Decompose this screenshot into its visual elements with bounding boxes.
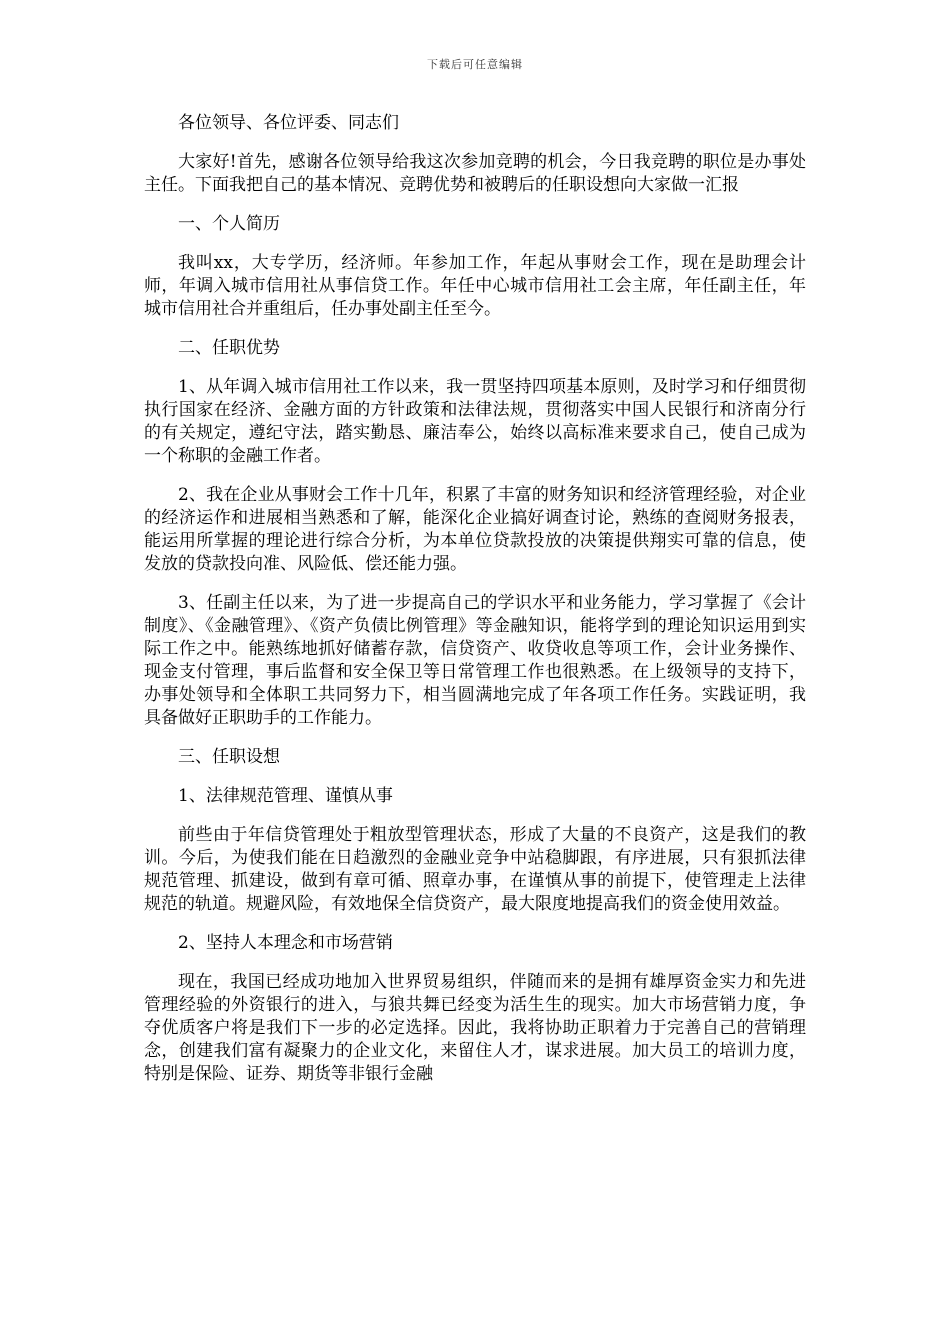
document-body (144, 112, 806, 1102)
marketing-paragraph: 现在，我国已经成功地加入世界贸易组织，伴随而来的是拥有雄厚资金实力和先进管理经验的外资银行的进入，与狼共舞已经变为活生生的现实。加大市场营销力度，争夺优质客户将是我们下一步的必定选择。因此，我将协助正职着力于完善自己的营销理念，创建我们富有凝聚力的企业文化，来留住人才，谋求进展。加大员工的培训力度，特别是保险、证券、期货等非银行金融 (144, 972, 806, 1084)
salutation: 各位领导、各位评委、同志们 (178, 113, 399, 133)
intro-paragraph: 大家好!首先，感谢各位领导给我这次参加竞聘的机会，今日我竞聘的职位是办事处主任。下面我把自己的基本情况、竞聘优势和被聘后的任职设想向大家做一汇报 (144, 152, 806, 195)
section-heading-advantages: 二、任职优势 (178, 338, 280, 358)
advantage-paragraph-2: 2、我在企业从事财会工作十几年，积累了丰富的财务知识和经济管理经验，对企业的经济运作和进展相当熟悉和了解，能深化企业搞好调查讨论，熟练的查阅财务报表，能运用所掌握的理论进行综合分析，为本单位贷款投放的决策提供翔实可靠的信息，使发放的贷款投向准、风险低、偿还能力强。 (144, 485, 806, 574)
section-heading-plans: 三、任职设想 (178, 747, 280, 767)
page-header-note: 下载后可任意编辑 (427, 58, 523, 71)
advantage-paragraph-3: 3、任副主任以来，为了进一步提高自己的学识水平和业务能力，学习掌握了《会计制度》、《金融管理》、《资产负债比例管理》等金融知识，能将学到的理论知识运用到实际工作之中。能熟练地抓好储蓄存款，信贷资产、收贷收息等项工作，会计业务操作、现金支付管理，事后监督和安全保卫等日常管理工作也很熟悉。在上级领导的支持下，办事处领导和全体职工共同努力下，相当圆满地完成了年各项工作任务。实践证明，我具备做好正职助手的工作能力。 (144, 593, 806, 728)
subheading-marketing: 2、坚持人本理念和市场营销 (178, 933, 393, 953)
advantage-paragraph-1: 1、从年调入城市信用社工作以来，我一贯坚持四项基本原则，及时学习和仔细贯彻执行国家在经济、金融方面的方针政策和法律法规，贯彻落实中国人民银行和济南分行的有关规定，遵纪守法，踏实勤恳、廉洁奉公，始终以高标准来要求自己，使自己成为一个称职的金融工作者。 (144, 377, 806, 466)
resume-paragraph: 我叫xx，大专学历，经济师。年参加工作，年起从事财会工作，现在是助理会计师，年调入城市信用社从事信贷工作。年任中心城市信用社工会主席，年任副主任，年城市信用社合并重组后，任办事处副主任至今。 (144, 253, 806, 319)
section-heading-resume: 一、个人简历 (178, 214, 280, 234)
subheading-legal-management: 1、法律规范管理、谨慎从事 (178, 786, 393, 806)
legal-management-paragraph: 前些由于年信贷管理处于粗放型管理状态，形成了大量的不良资产，这是我们的教训。今后，为使我们能在日趋激烈的金融业竞争中站稳脚跟，有序进展，只有狠抓法律规范管理、抓建设，做到有章可循、照章办事，在谨慎从事的前提下，使管理走上法律规范的轨道。规避风险，有效地保全信贷资产，最大限度地提高我们的资金使用效益。 (144, 825, 806, 914)
